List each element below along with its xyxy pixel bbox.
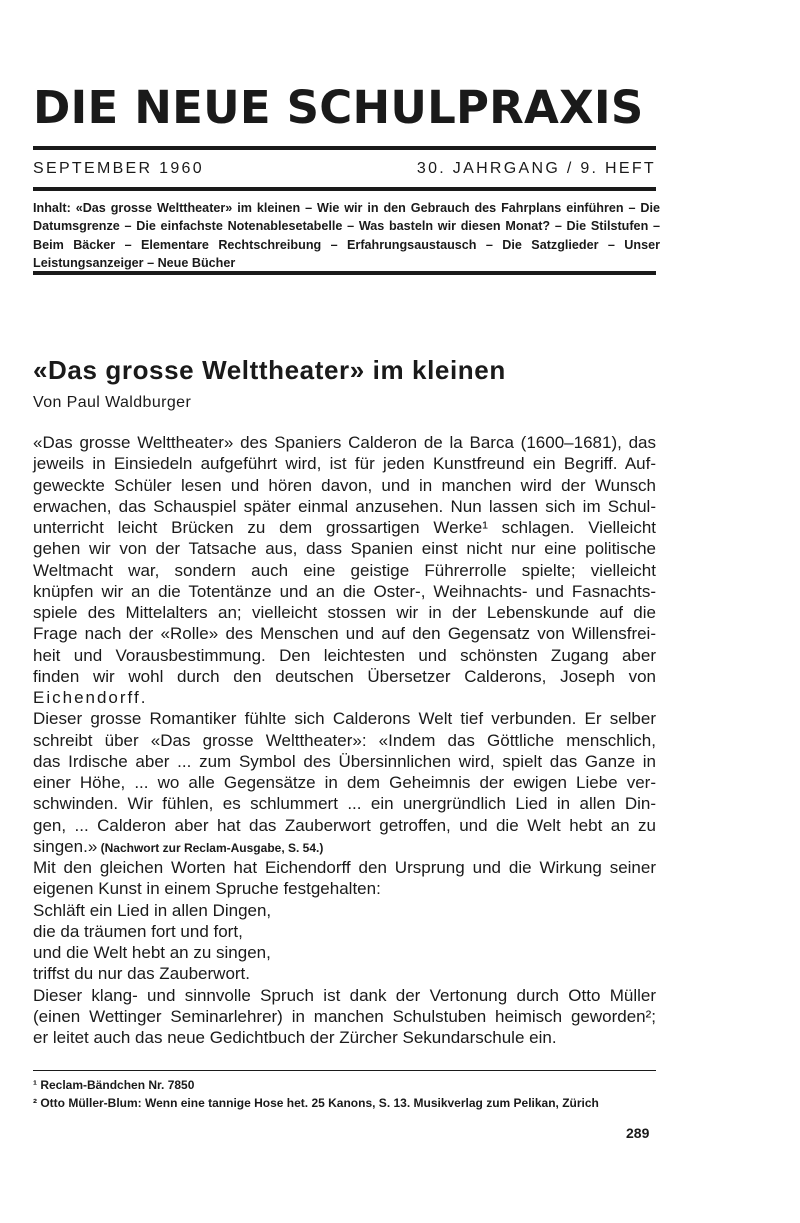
verse-line: triffst du nur das Zauberwort. — [33, 964, 251, 984]
body-line: Eichendorff. — [33, 688, 148, 707]
body-line: er leitet auch das neue Gedichtbuch der Zürcher Sekundarschule ein. — [33, 1028, 557, 1047]
body-line: Weltmacht war, sondern auch eine geistige Führerrolle spielte; vielleicht — [33, 560, 656, 580]
footnote-divider — [33, 1070, 656, 1071]
body-line: Dieser grosse Romantiker fühlte sich Calderons Welt tief verbunden. Er selber — [33, 709, 656, 729]
verse-line: die da träumen fort und fort, — [33, 921, 243, 941]
article-title: «Das grosse Welttheater» im kleinen — [33, 355, 506, 385]
body-line-text: singen.» — [33, 836, 98, 856]
header-rule-top — [33, 146, 656, 150]
issue-date: SEPTEMBER 1960 — [33, 160, 204, 177]
body-line: gehen wir von der Tatsache aus, dass Spanien einst nicht nur eine politische — [33, 539, 656, 559]
body-line: Dieser klang- und sinnvolle Spruch ist dank der Vertonung durch Otto Müller — [33, 985, 656, 1005]
body-line: schwinden. Wir fühlen, es schlummert ... ein unergründlich Lied in allen Din- — [33, 794, 656, 814]
article-byline: Von Paul Waldburger — [33, 394, 192, 411]
verse-line: Schläft ein Lied in allen Dingen, — [33, 900, 272, 920]
body-line: einer Höhe, ... wo alle Gegensätze in dem Geheimnis der ewigen Liebe ver- — [33, 773, 656, 792]
footnote-2: ² Otto Müller-Blum: Wenn eine tannige Hose het. 25 Kanons, S. 13. Musikverlag zum Pelikan, Zürich — [33, 1096, 599, 1110]
inline-citation: (Nachwort zur Reclam-Ausgabe, S. 54.) — [97, 840, 324, 855]
page-number: 289 — [626, 1125, 650, 1141]
body-line: jeweils in Einsiedeln aufgeführt wird, ist für jeden Kunstfreund ein Begriff. Auf- — [33, 454, 656, 474]
body-line: Frage nach der «Rolle» des Menschen und auf den Gegensatz von Willensfrei- — [33, 624, 656, 644]
verse-line: und die Welt hebt an zu singen, — [33, 943, 271, 962]
contents-label: Inhalt: — [33, 201, 71, 215]
body-line: eigenen Kunst in einem Spruche festgehalten: — [33, 879, 381, 899]
body-line: heit und Vorausbestimmung. Den leichtesten und schönsten Zugang aber — [33, 645, 656, 665]
body-line: geweckte Schüler lesen und hören davon, und in manchen wird der Wunsch — [33, 475, 656, 495]
contents-text: «Das grosse Welttheater» im kleinen – Wie wir in den Gebrauch des Fahrplans einführen – Die Datumsgrenze – Die einfachste Notenablesetabelle – Was basteln wir diesen Monat? – Die Stilstufen – Beim Bäcker – Elementare Rechtschreibung – Erfahrungsaustausch – Die Satzglieder – Unser Leistungsanzeiger – Neue Bücher — [33, 201, 660, 270]
journal-title: DIE NEUE SCHULPRAXIS — [33, 81, 644, 134]
issue-volume: 30. JAHRGANG / 9. HEFT — [416, 160, 656, 177]
body-line: schreibt über «Das grosse Welttheater»: «Indem das Göttliche menschlich, — [33, 730, 656, 750]
header-rule-middle — [33, 187, 656, 191]
footnote-1: ¹ Reclam-Bändchen Nr. 7850 — [33, 1078, 195, 1092]
body-line: Mit den gleichen Worten hat Eichendorff den Ursprung und die Wirkung seiner — [33, 858, 656, 877]
body-line: knüpfen wir an die Totentänze und an die Oster-, Weihnachts- und Fasnachts- — [33, 581, 656, 601]
body-line: unterricht leicht Brücken zu dem grossartigen Werke¹ schlagen. Vielleicht — [33, 518, 656, 537]
body-line: das Irdische aber ... zum Symbol des Übersinnlichen wird, spielt das Ganze in — [33, 751, 656, 771]
body-line: finden wir wohl durch den deutschen Übersetzer Calderons, Joseph von — [33, 666, 656, 686]
body-line: (einen Wettinger Seminarlehrer) in manchen Schulstuben heimisch geworden²; — [33, 1006, 656, 1026]
table-of-contents — [33, 199, 660, 272]
body-line: erwachen, das Schauspiel später einmal anzusehen. Nun lassen sich im Schul- — [33, 496, 656, 516]
header-rule-bottom — [33, 271, 656, 275]
body-line: «Das grosse Welttheater» des Spaniers Calderon de la Barca (1600–1681), das — [33, 433, 656, 452]
body-line-with-citation — [33, 836, 656, 857]
body-line: spiele des Mittelalters an; vielleicht stossen wir in der Lebenskunde auf die — [33, 603, 656, 622]
body-line: gen, ... Calderon aber hat das Zauberwort getroffen, und die Welt hebt an zu — [33, 815, 656, 835]
